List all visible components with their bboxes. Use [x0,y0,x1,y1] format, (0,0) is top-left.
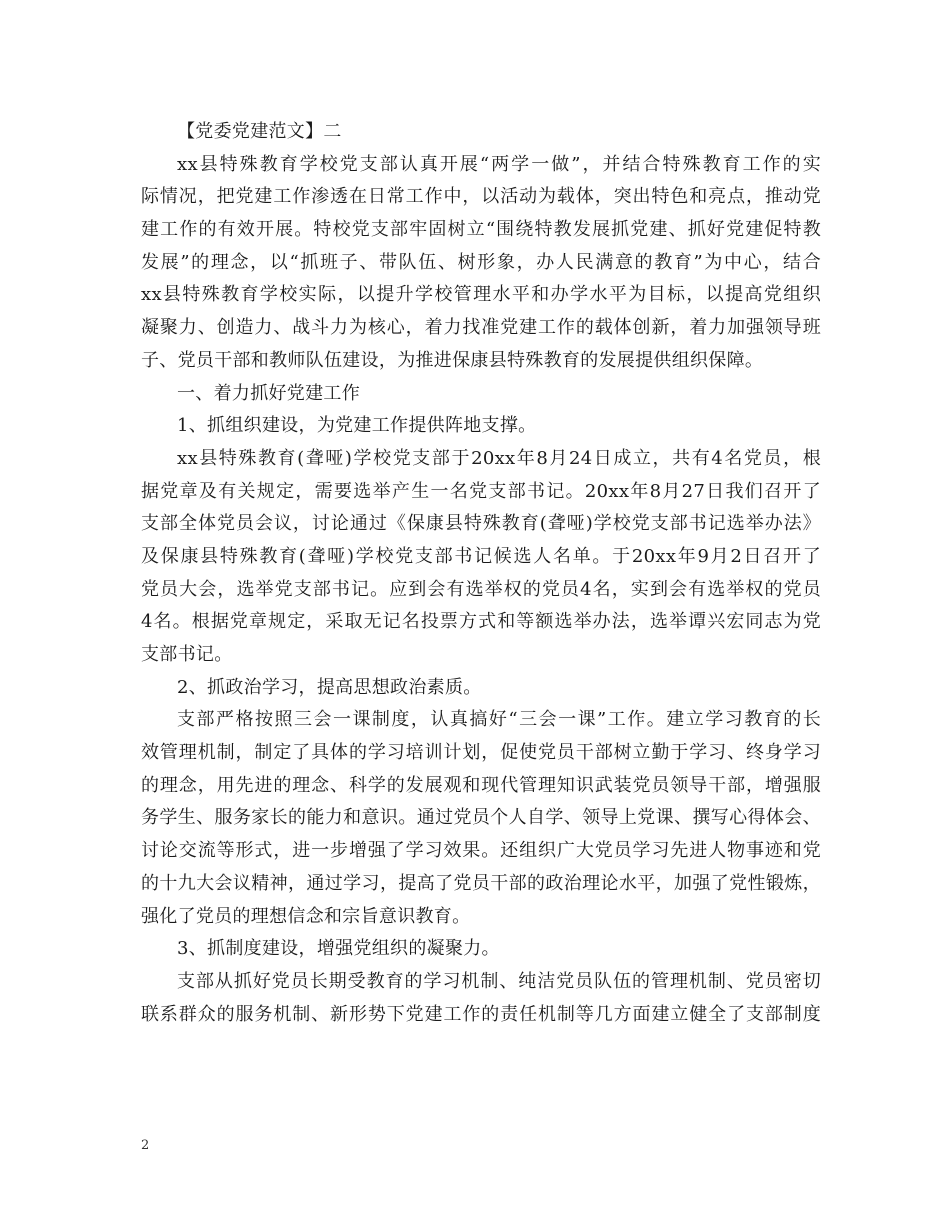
text-line: 2、抓政治学习，提高思想政治素质。 [177,676,482,698]
text-line: 的十九大会议精神，通过学习，提高了党员干部的政治理论水平，加强了党性锻炼， [141,872,821,894]
document-body [141,116,821,1031]
text-line: 支部全体党员会议，讨论通过《保康县特殊教育(聋哑)学校党支部书记选举办法》 [141,513,821,535]
text-line: xx县特殊教育学校党支部认真开展“两学一做”，并结合特殊教育工作的实 [177,153,821,175]
text-line: 效管理机制，制定了具体的学习培训计划，促使党员干部树立勤于学习、终身学习 [141,742,821,764]
text-line: xx县特殊教育学校实际，以提升学校管理水平和办学水平为目标，以提高党组织 [141,284,821,306]
text-line: 据党章及有关规定，需要选举产生一名党支部书记。20xx年8月27日我们召开了 [141,480,821,502]
text-line: 际情况，把党建工作渗透在日常工作中，以活动为载体，突出特色和亮点，推动党 [141,186,821,208]
text-line: 的理念，用先进的理念、科学的发展观和现代管理知识武装党员领导干部，增强服 [141,774,821,796]
text-line: 1、抓组织建设，为党建工作提供阵地支撑。 [177,415,537,437]
text-line: 4名。根据党章规定，采取无记名投票方式和等额选举办法，选举谭兴宏同志为党 [141,611,821,633]
text-line: 发展”的理念，以“抓班子、带队伍、树形象，办人民满意的教育”为中心，结合 [141,251,821,273]
text-line: 3、抓制度建设，增强党组织的凝聚力。 [177,938,500,960]
text-line: 建工作的有效开展。特校党支部牢固树立“围绕特教发展抓党建、抓好党建促特教 [141,219,821,241]
text-line: 及保康县特殊教育(聋哑)学校党支部书记候选人名单。于20xx年9月2日召开了 [141,545,821,567]
text-line: 支部书记。 [141,644,233,665]
text-line: 一、着力抓好党建工作 [177,382,360,404]
text-line: 子、党员干部和教师队伍建设，为推进保康县特殊教育的发展提供组织保障。 [141,349,764,371]
text-line: 联系群众的服务机制、新形势下党建工作的责任机制等几方面建立健全了支部制度 [141,1003,821,1025]
text-line: 讨论交流等形式，进一步增强了学习效果。还组织广大党员学习先进人物事迹和党 [141,840,821,862]
page-number: 2 [141,1138,150,1153]
text-line: 支部严格按照三会一课制度，认真搞好“三会一课”工作。建立学习教育的长 [177,709,821,731]
text-line: 【党委党建范文】二 [177,121,342,142]
text-line: 务学生、服务家长的能力和意识。通过党员个人自学、领导上党课、撰写心得体会、 [141,807,821,829]
text-line: 凝聚力、创造力、战斗力为核心，着力找准党建工作的载体创新，着力加强领导班 [141,317,821,339]
text-line: 党员大会，选举党支部书记。应到会有选举权的党员4名，实到会有选举权的党员 [141,578,821,600]
text-line: 强化了党员的理想信念和宗旨意识教育。 [141,905,471,927]
text-line: 支部从抓好党员长期受教育的学习机制、纯洁党员队伍的管理机制、党员密切 [177,970,821,992]
text-line: xx县特殊教育(聋哑)学校党支部于20xx年8月24日成立，共有4名党员，根 [177,447,821,469]
